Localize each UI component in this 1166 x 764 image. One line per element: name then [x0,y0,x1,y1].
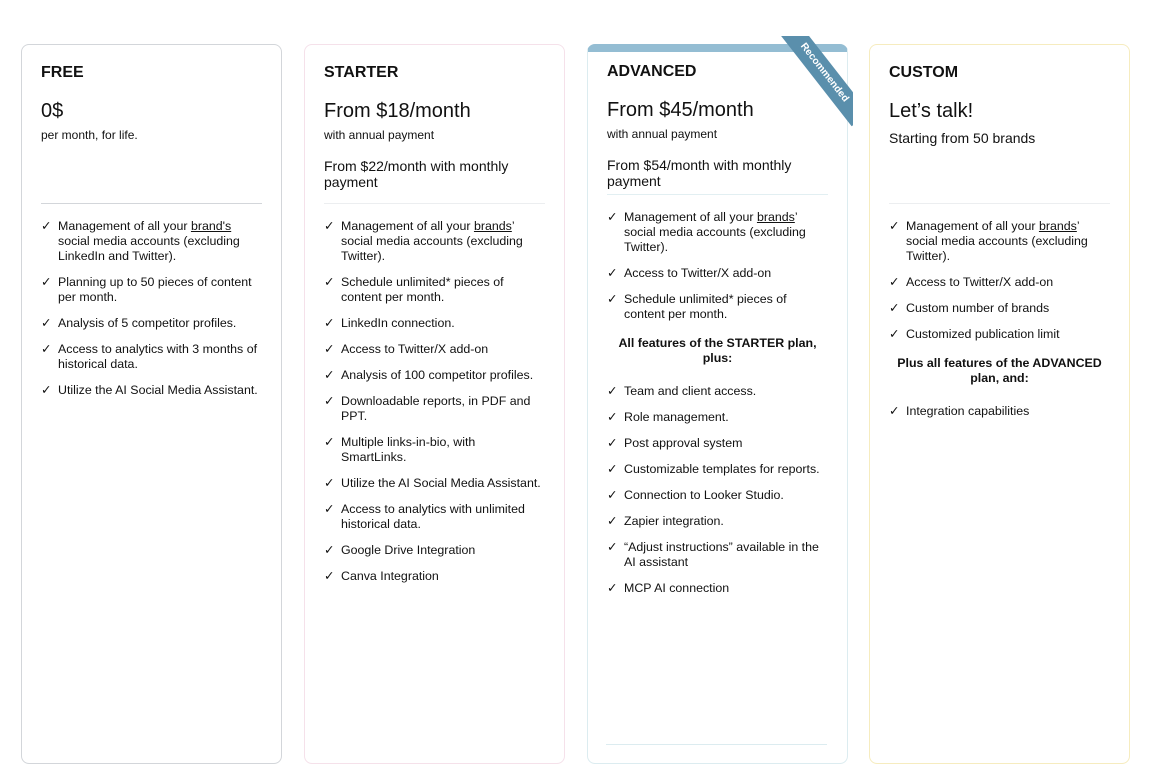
feature-item [41,275,262,305]
check-icon: ✓ [607,488,618,502]
check-icon: ✓ [324,476,335,490]
feature-text: Analysis of 5 competitor profiles. [58,316,237,330]
plan-price: 0$ [41,100,64,122]
check-icon: ✓ [324,569,335,583]
check-icon: ✓ [607,540,618,554]
feature-item [607,462,828,477]
feature-list [324,204,545,584]
check-icon: ✓ [607,384,618,398]
check-icon: ✓ [607,410,618,424]
brand-link[interactable]: brands [756,210,795,224]
feature-item [607,210,828,255]
feature-text: Integration capabilities [906,404,1030,418]
feature-item [324,435,545,465]
feature-text: Access to Twitter/X add-on [341,342,489,356]
check-icon: ✓ [324,219,335,233]
feature-item [41,219,262,264]
check-icon: ✓ [889,327,900,341]
feature-text: Management of all your [624,210,757,224]
feature-item [41,383,262,398]
plan-header [41,64,262,204]
feature-item [324,543,545,558]
feature-list [889,204,1110,342]
plan-card-free [21,44,282,764]
plan-header [324,64,545,204]
check-icon: ✓ [889,275,900,289]
feature-item [607,410,828,425]
feature-text: Customized publication limit [906,327,1060,341]
feature-text: Schedule unlimited* pieces of content per month. [624,292,787,321]
feature-text: Access to Twitter/X add-on [906,275,1054,289]
feature-item [41,316,262,331]
feature-text: Planning up to 50 pieces of content per month. [58,275,252,304]
check-icon: ✓ [324,342,335,356]
feature-text: Custom number of brands [906,301,1050,315]
check-icon: ✓ [324,543,335,557]
feature-item [41,342,262,372]
feature-list [889,404,1110,419]
feature-text: ’ social media accounts (excluding Twitter). [906,219,1088,263]
feature-text: Access to analytics with unlimited historical data. [341,502,525,531]
feature-item [324,394,545,424]
feature-item [607,384,828,399]
check-icon: ✓ [607,514,618,528]
check-icon: ✓ [607,292,618,306]
check-icon: ✓ [324,502,335,516]
plan-subtitle: per month, for life. [41,128,138,142]
feature-text: Access to Twitter/X add-on [624,266,772,280]
check-icon: ✓ [41,275,52,289]
feature-item [607,436,828,451]
feature-text: Schedule unlimited* pieces of content per month. [341,275,504,304]
section-heading: Plus all features of the ADVANCED plan, and: [897,356,1102,385]
feature-text: ’ social media accounts (excluding Twitter). [624,210,806,254]
feature-text: Utilize the AI Social Media Assistant. [58,383,258,397]
feature-text: LinkedIn connection. [341,316,455,330]
plan-subtitle: Starting from 50 brands [889,130,1036,146]
check-icon: ✓ [889,404,900,418]
plan-name: CUSTOM [889,64,959,81]
feature-item [324,569,545,584]
monthly-price: From $22/month with monthly payment [324,158,509,190]
plan-card-custom [869,44,1130,764]
plan-subtitle: with annual payment [324,128,435,142]
plan-card-advanced [587,44,848,764]
feature-item [889,275,1110,290]
ribbon-label: Recommended [779,36,853,126]
plan-name: STARTER [324,64,399,81]
monthly-price: From $54/month with monthly payment [607,157,792,189]
check-icon: ✓ [41,383,52,397]
brand-link[interactable]: brand's [190,219,232,233]
feature-item [324,342,545,357]
brand-link[interactable]: brands [473,219,512,233]
feature-item [889,404,1110,419]
feature-item [889,301,1110,316]
feature-text: social media accounts (excluding LinkedIn and Twitter). [58,234,240,263]
feature-list [607,195,828,322]
check-icon: ✓ [607,462,618,476]
feature-text: MCP AI connection [624,581,730,595]
feature-text: Analysis of 100 competitor profiles. [341,368,534,382]
feature-item [889,327,1110,342]
check-icon: ✓ [324,316,335,330]
feature-text: Google Drive Integration [341,543,476,557]
check-icon: ✓ [607,436,618,450]
plan-card-starter [304,44,565,764]
feature-item [607,514,828,529]
plan-price: From $45/month [607,99,754,121]
feature-text: ’ social media accounts (excluding Twitter). [341,219,523,263]
feature-text: Access to analytics with 3 months of historical data. [58,342,258,371]
feature-item [607,266,828,281]
check-icon: ✓ [324,394,335,408]
feature-text: Management of all your [58,219,191,233]
check-icon: ✓ [324,275,335,289]
check-icon: ✓ [607,266,618,280]
recommended-ribbon [773,36,853,132]
feature-item [324,502,545,532]
brand-link[interactable]: brands [1038,219,1077,233]
check-icon: ✓ [607,210,618,224]
feature-text: Downloadable reports, in PDF and PPT. [341,394,531,423]
feature-item [324,219,545,264]
check-icon: ✓ [889,219,900,233]
feature-item [324,476,545,491]
plan-name: ADVANCED [607,63,697,80]
feature-text: “Adjust instructions” available in the AI assistant [624,540,819,569]
feature-item [607,581,828,596]
feature-item [324,368,545,383]
feature-text: Role management. [624,410,729,424]
divider [606,744,827,745]
plan-subtitle: with annual payment [607,127,718,141]
feature-text: Multiple links-in-bio, with SmartLinks. [341,435,476,464]
check-icon: ✓ [41,316,52,330]
feature-text: Connection to Looker Studio. [624,488,784,502]
feature-item [607,292,828,322]
feature-item [607,540,828,570]
feature-text: Post approval system [624,436,743,450]
plan-header [889,64,1110,204]
feature-item [324,316,545,331]
feature-item [607,488,828,503]
check-icon: ✓ [41,219,52,233]
check-icon: ✓ [889,301,900,315]
feature-text: Management of all your [341,219,474,233]
feature-text: Canva Integration [341,569,439,583]
feature-list [41,204,262,398]
feature-list [607,384,828,596]
plan-price: Let’s talk! [889,100,974,122]
feature-item [324,275,545,305]
feature-text: Team and client access. [624,384,757,398]
section-heading: All features of the STARTER plan, plus: [618,336,817,365]
feature-text: Management of all your [906,219,1039,233]
check-icon: ✓ [324,435,335,449]
check-icon: ✓ [41,342,52,356]
check-icon: ✓ [324,368,335,382]
feature-text: Utilize the AI Social Media Assistant. [341,476,541,490]
check-icon: ✓ [607,581,618,595]
feature-item [889,219,1110,264]
plan-price: From $18/month [324,100,471,122]
feature-text: Customizable templates for reports. [624,462,820,476]
feature-text: Zapier integration. [624,514,724,528]
plan-name: FREE [41,64,84,81]
